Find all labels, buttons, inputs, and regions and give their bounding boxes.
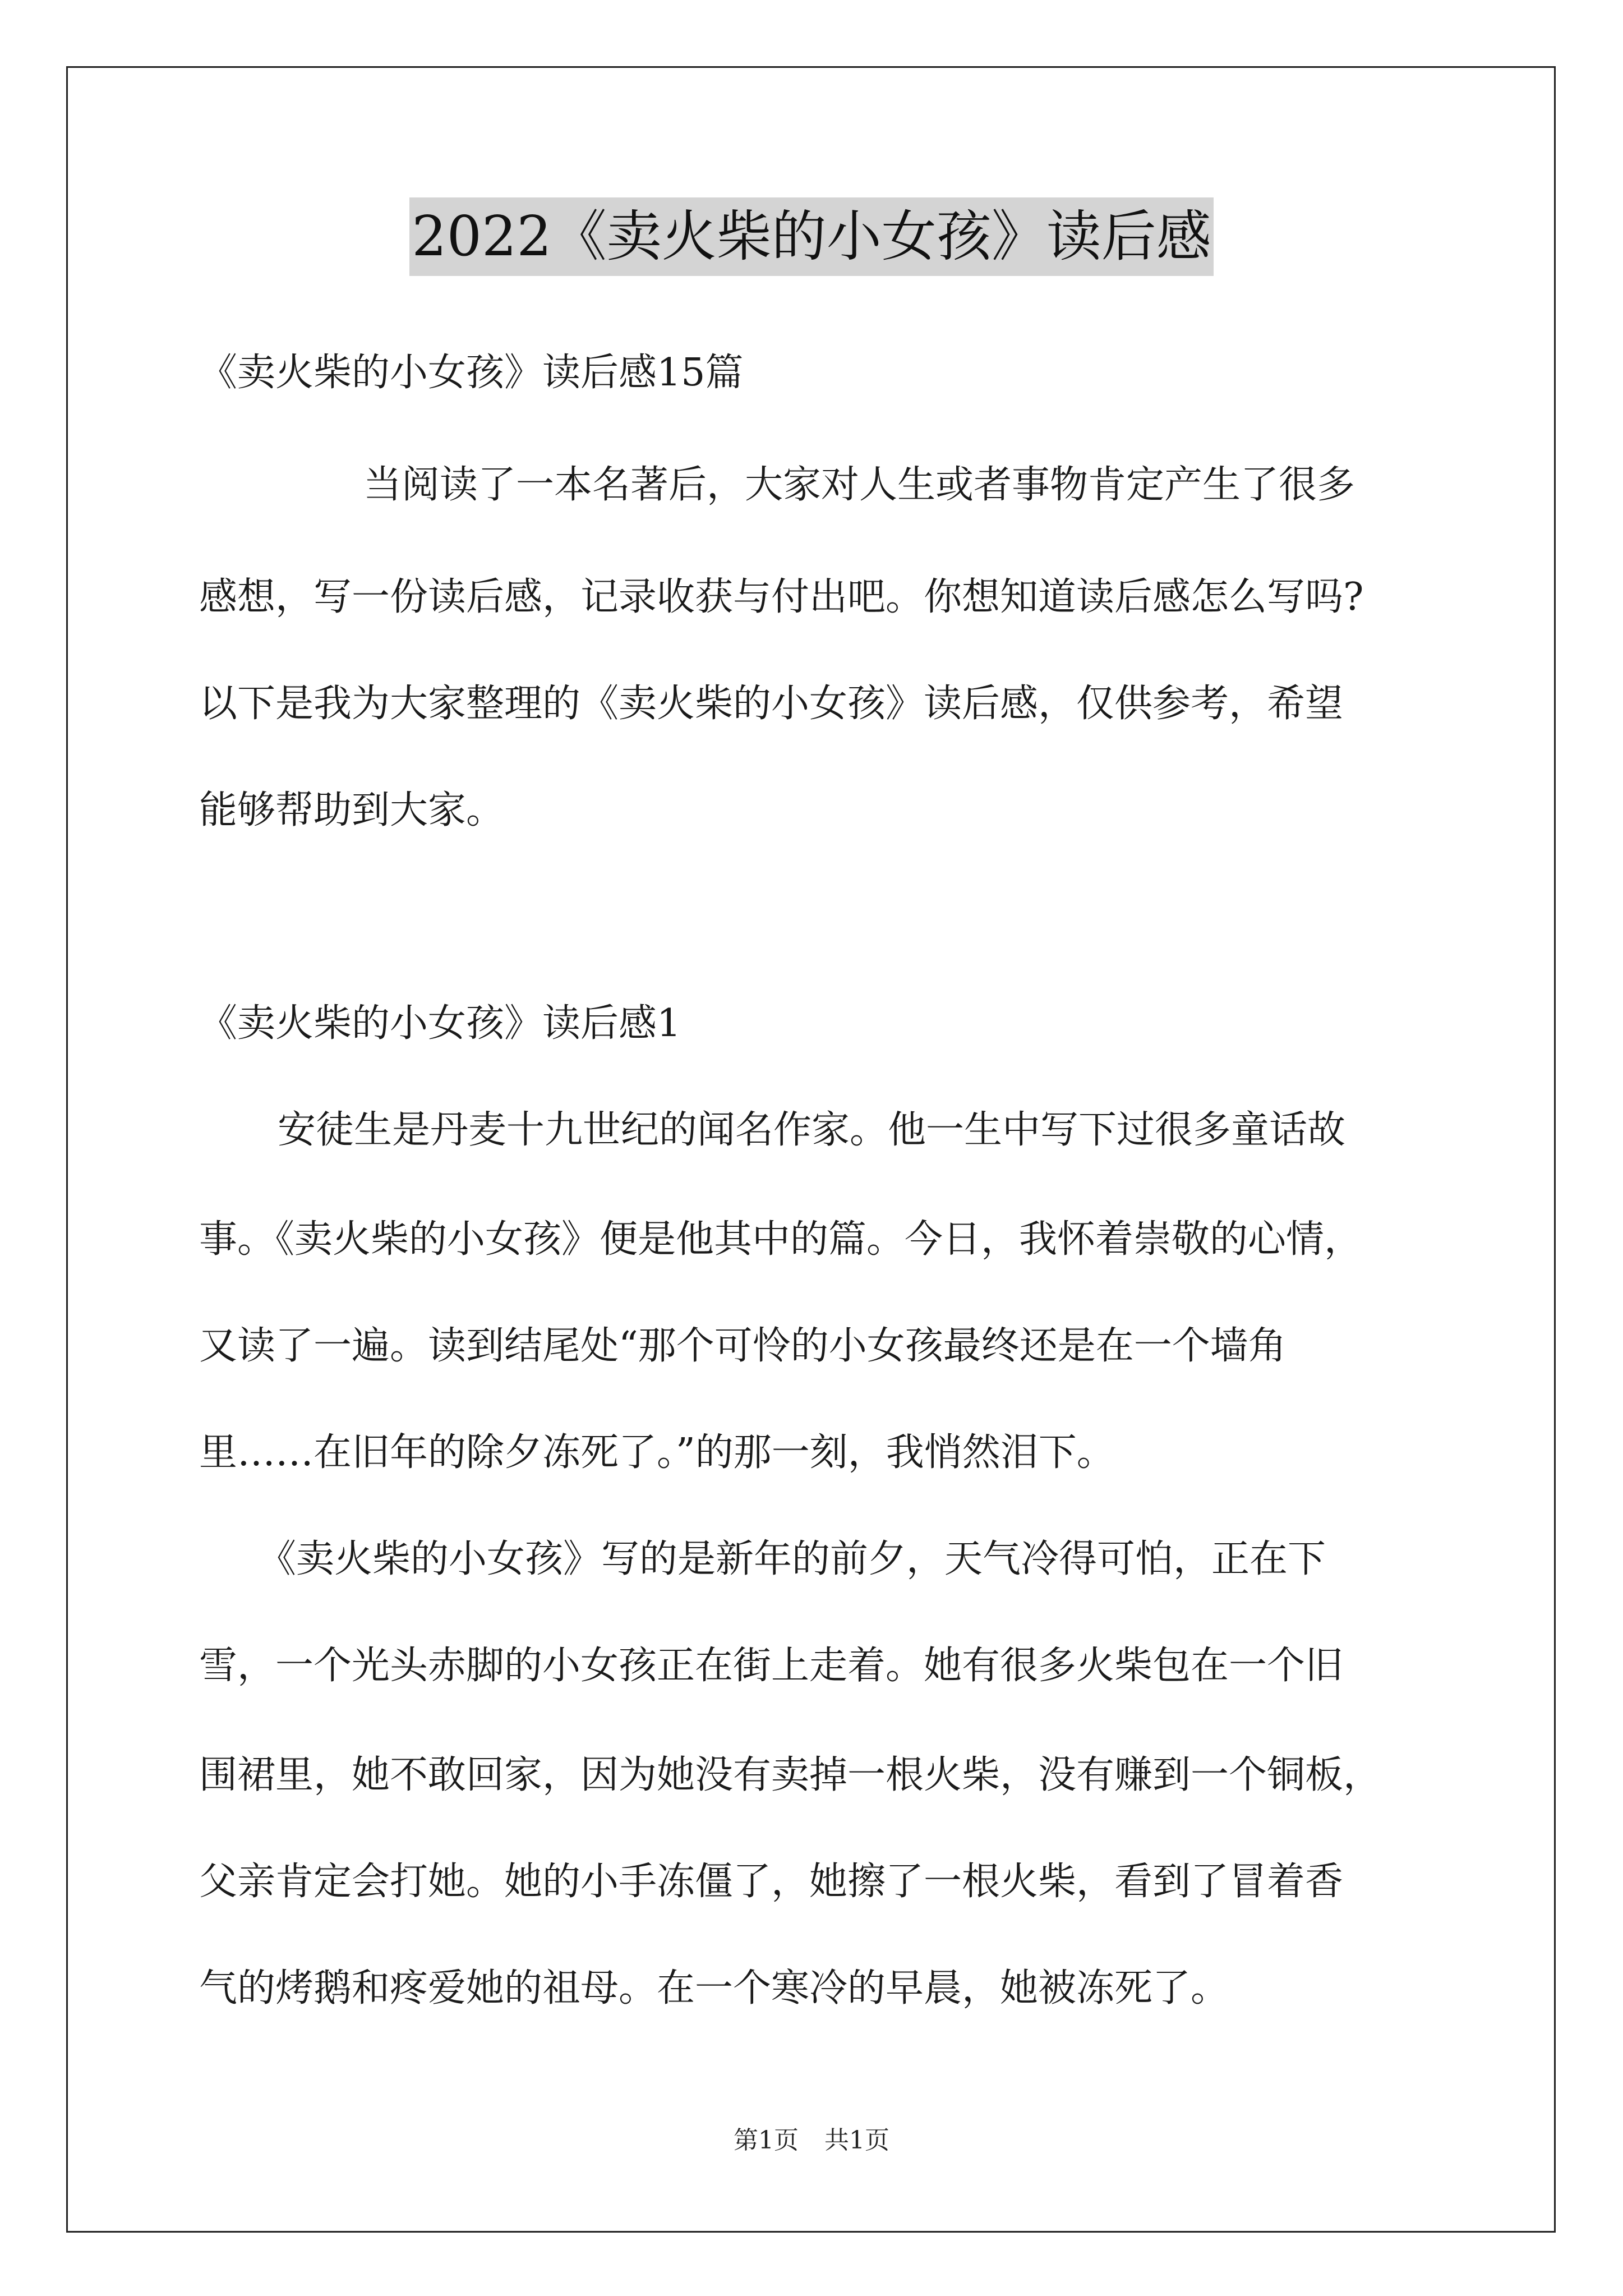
title-container: [0, 197, 1623, 276]
page-footer: [0, 2124, 1623, 2157]
paragraph-line: 围裙里，她不敢回家，因为她没有卖掉一根火柴，没有赚到一个铜板，: [199, 1753, 1382, 1797]
intro-line: 能够帮助到大家。: [199, 788, 505, 832]
paragraph-line: 气的烤鹅和疼爱她的祖母。在一个寒冷的早晨，她被冻死了。: [199, 1966, 1229, 2010]
page-total: 共1页: [824, 2126, 889, 2155]
section-heading: 《卖火柴的小女孩》读后感1: [199, 1001, 681, 1046]
paragraph-line: 安徒生是丹麦十九世纪的闻名作家。他一生中写下过很多童话故: [278, 1108, 1346, 1152]
paragraph-line: 《卖火柴的小女孩》写的是新年的前夕，天气冷得可怕，正在下: [258, 1537, 1326, 1581]
paragraph-line: 雪，一个光头赤脚的小女孩正在街上走着。她有很多火柴包在一个旧: [199, 1644, 1344, 1688]
paragraph-line: 事。《卖火柴的小女孩》便是他其中的篇。今日，我怀着崇敬的心情，: [199, 1217, 1363, 1262]
intro-line: 当阅读了一本名著后，大家对人生或者事物肯定产生了很多: [363, 463, 1355, 507]
document-title: 2022《卖火柴的小女孩》读后感: [409, 197, 1213, 276]
paragraph-line: 里……在旧年的除夕冻死了。”的那一刻，我悄然泪下。: [199, 1430, 1115, 1475]
paragraph-line: 父亲肯定会打她。她的小手冻僵了，她擦了一根火柴，看到了冒着香: [199, 1860, 1344, 1904]
page-number: 第1页: [734, 2126, 799, 2155]
document-subtitle: 《卖火柴的小女孩》读后感15篇: [199, 351, 744, 395]
intro-line: 以下是我为大家整理的《卖火柴的小女孩》读后感，仅供参考，希望: [199, 682, 1344, 726]
intro-line: 感想，写一份读后感，记录收获与付出吧。你想知道读后感怎么写吗?: [199, 575, 1364, 619]
paragraph-line: 又读了一遍。读到结尾处“那个可怜的小女孩最终还是在一个墙角: [199, 1324, 1287, 1368]
